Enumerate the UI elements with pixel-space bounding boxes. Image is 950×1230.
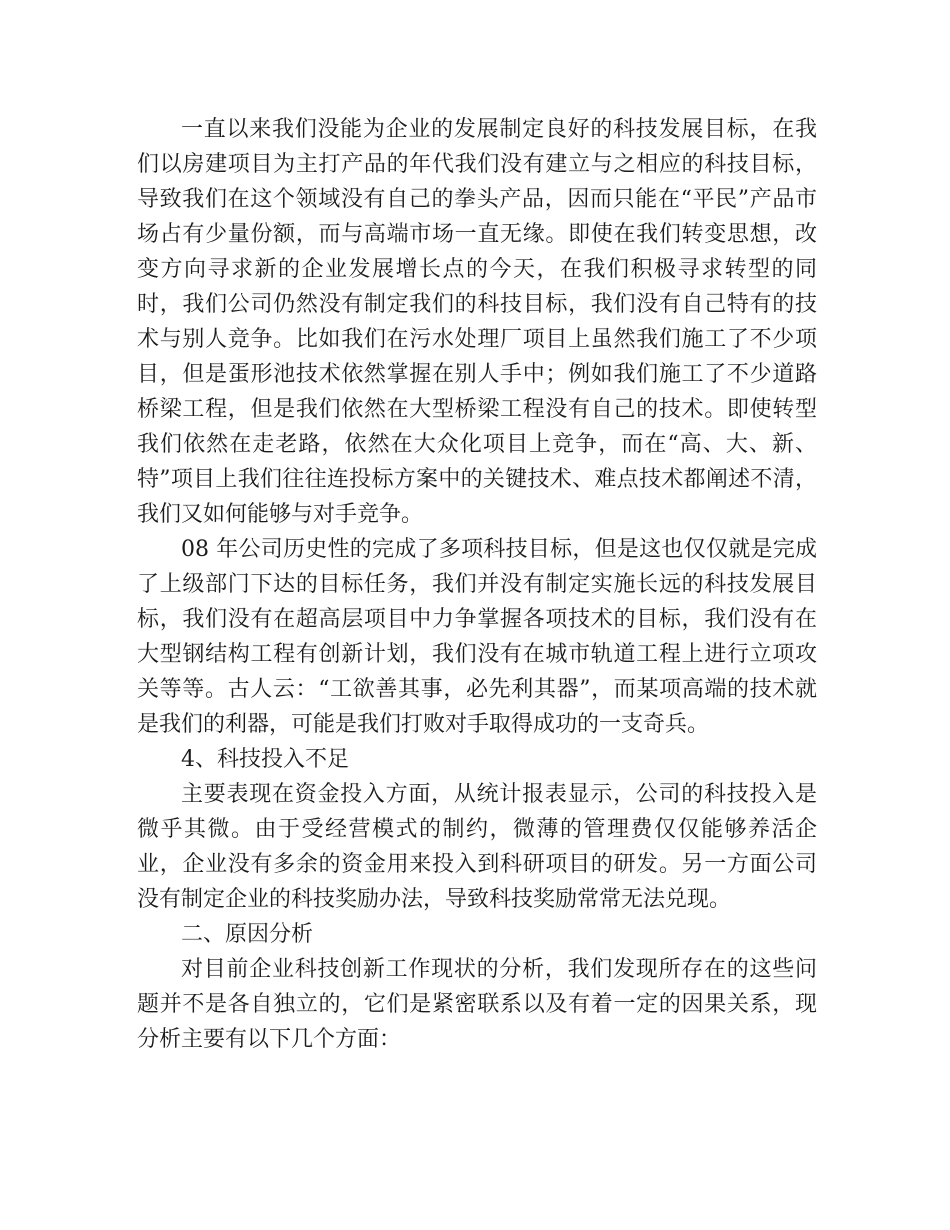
paragraph-analysis-intro: 对目前企业科技创新工作现状的分析，我们发现所存在的这些问题并不是各自独立的，它们是紧密联系以及有着一定的因果关系，现分析主要有以下几个方面： [137,957,817,1052]
heading-cause-analysis: 二、原因分析 [181,922,314,947]
paragraph-2008-goals: 08 年公司历史性的完成了多项科技目标，但是这也仅仅就是完成了上级部门下达的目标任务，我们并没有制定实施长远的科技发展目标，我们没有在超高层项目中力争掌握各项技术的目标，我们没有在大型钢结构工程有创新计划，我们没有在城市轨道工程上进行立项攻关等等。古人云：“工欲善其事，必先利其器”，而某项高端的技术就是我们的利器，可能是我们打败对手取得成功的一支奇兵。 [137,537,817,737]
heading-insufficient-investment: 4、科技投入不足 [181,747,349,772]
document-body [137,112,817,1057]
paragraph-tech-goals: 一直以来我们没能为企业的发展制定良好的科技发展目标，在我们以房建项目为主打产品的年代我们没有建立与之相应的科技目标，导致我们在这个领域没有自己的拳头产品，因而只能在“平民”产品市场占有少量份额，而与高端市场一直无缘。即使在我们转变思想，改变方向寻求新的企业发展增长点的今天，在我们积极寻求转型的同时，我们公司仍然没有制定我们的科技目标，我们没有自己特有的技术与别人竞争。比如我们在污水处理厂项目上虽然我们施工了不少项目，但是蛋形池技术依然掌握在别人手中；例如我们施工了不少道路桥梁工程，但是我们依然在大型桥梁工程没有自己的技术。即使转型我们依然在走老路，依然在大众化项目上竞争，而在“高、大、新、特”项目上我们往往连投标方案中的关键技术、难点技术都阐述不清，我们又如何能够与对手竞争。 [137,117,817,527]
paragraph-funding: 主要表现在资金投入方面，从统计报表显示，公司的科技投入是微乎其微。由于受经营模式的制约，微薄的管理费仅仅能够养活企业，企业没有多余的资金用来投入到科研项目的研发。另一方面公司没有制定企业的科技奖励办法，导致科技奖励常常无法兑现。 [137,782,817,912]
